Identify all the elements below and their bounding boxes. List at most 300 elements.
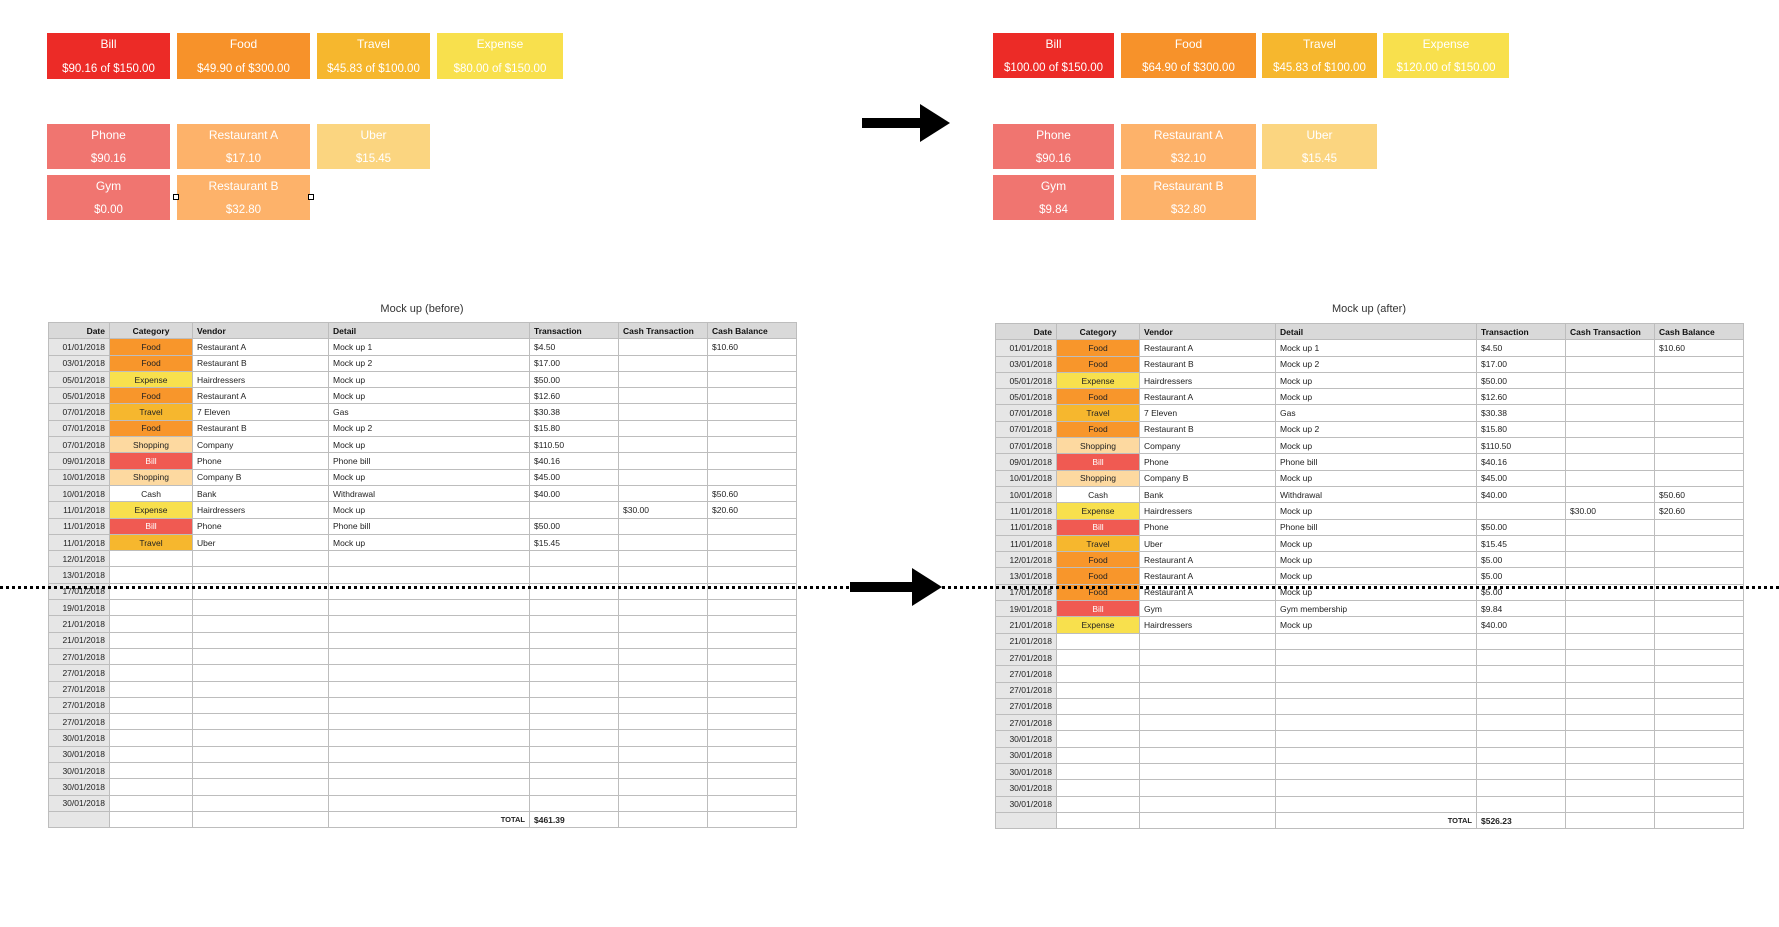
vendor-cell[interactable]: 7 Eleven [1140,405,1276,421]
category-cell[interactable]: Shopping [110,469,193,485]
detail-cell[interactable]: Mock up [1276,503,1477,519]
table-row[interactable] [49,518,797,534]
table-row[interactable] [49,420,797,436]
date-cell[interactable]: 01/01/2018 [996,340,1057,356]
cash-transaction-cell[interactable] [619,420,708,436]
detail-cell[interactable] [329,746,530,762]
category-cell[interactable] [110,697,193,713]
table-row[interactable] [996,470,1744,486]
detail-cell[interactable]: Withdrawal [1276,486,1477,502]
date-cell[interactable]: 27/01/2018 [996,649,1057,665]
date-cell[interactable]: 11/01/2018 [996,503,1057,519]
category-cell[interactable] [1057,796,1140,812]
category-cell[interactable]: Expense [1057,372,1140,388]
category-cell[interactable]: Cash [110,485,193,501]
category-cell[interactable] [110,665,193,681]
detail-cell[interactable] [329,681,530,697]
cash-balance-cell[interactable] [1655,731,1744,747]
table-row[interactable] [49,681,797,697]
detail-cell[interactable] [329,600,530,616]
vendor-cell[interactable]: Restaurant B [193,355,329,371]
cash-transaction-cell[interactable] [619,518,708,534]
date-cell[interactable]: 27/01/2018 [49,697,110,713]
cash-transaction-cell[interactable] [1566,698,1655,714]
after-gym-tile[interactable] [993,175,1114,220]
detail-cell[interactable] [1276,649,1477,665]
cash-balance-cell[interactable] [708,371,797,387]
category-cell[interactable]: Bill [1057,519,1140,535]
transaction-cell[interactable] [1477,715,1566,731]
vendor-cell[interactable] [1140,633,1276,649]
after-travel-tile[interactable] [1262,33,1377,78]
cash-balance-cell[interactable] [1655,356,1744,372]
column-header-category[interactable]: Category [1057,324,1140,340]
date-cell[interactable]: 27/01/2018 [996,682,1057,698]
table-row[interactable] [49,502,797,518]
before-bill-tile[interactable] [47,33,170,79]
transaction-cell[interactable] [530,763,619,779]
transaction-cell[interactable]: $17.00 [530,355,619,371]
cash-transaction-cell[interactable] [619,339,708,355]
category-cell[interactable] [1057,633,1140,649]
detail-cell[interactable] [1276,764,1477,780]
cash-balance-cell[interactable] [708,714,797,730]
category-cell[interactable] [110,746,193,762]
cash-transaction-cell[interactable] [1566,715,1655,731]
cash-balance-cell[interactable] [708,795,797,811]
date-cell[interactable]: 21/01/2018 [49,616,110,632]
category-cell[interactable] [110,551,193,567]
category-cell[interactable]: Shopping [1057,470,1140,486]
detail-cell[interactable] [329,763,530,779]
cash-balance-cell[interactable] [708,681,797,697]
detail-cell[interactable]: Mock up [1276,389,1477,405]
cash-transaction-cell[interactable] [1566,470,1655,486]
transaction-cell[interactable] [1477,796,1566,812]
date-cell[interactable]: 13/01/2018 [49,567,110,583]
transaction-cell[interactable]: $40.16 [1477,454,1566,470]
date-cell[interactable]: 13/01/2018 [996,568,1057,584]
table-row[interactable] [49,714,797,730]
category-cell[interactable] [110,730,193,746]
date-cell[interactable]: 07/01/2018 [996,438,1057,454]
total-row-cell[interactable] [1140,812,1276,828]
cash-transaction-cell[interactable] [619,388,708,404]
cash-balance-cell[interactable] [708,518,797,534]
vendor-cell[interactable] [193,746,329,762]
vendor-cell[interactable]: Hairdressers [1140,617,1276,633]
date-cell[interactable]: 10/01/2018 [996,470,1057,486]
transaction-cell[interactable] [530,746,619,762]
table-row[interactable] [996,519,1744,535]
cash-transaction-cell[interactable] [1566,552,1655,568]
detail-cell[interactable] [329,665,530,681]
date-cell[interactable]: 30/01/2018 [996,747,1057,763]
date-cell[interactable]: 07/01/2018 [996,421,1057,437]
transaction-cell[interactable]: $12.60 [1477,389,1566,405]
detail-cell[interactable]: Phone bill [1276,454,1477,470]
table-row[interactable] [996,601,1744,617]
date-cell[interactable]: 30/01/2018 [996,731,1057,747]
cash-transaction-cell[interactable] [619,355,708,371]
transaction-cell[interactable]: $40.00 [1477,617,1566,633]
detail-cell[interactable] [329,567,530,583]
table-row[interactable] [996,649,1744,665]
category-cell[interactable]: Travel [1057,405,1140,421]
detail-cell[interactable] [329,714,530,730]
vendor-cell[interactable]: Restaurant A [1140,552,1276,568]
before-travel-tile[interactable] [317,33,430,79]
vendor-cell[interactable] [1140,682,1276,698]
vendor-cell[interactable]: 7 Eleven [193,404,329,420]
transaction-cell[interactable] [1477,764,1566,780]
date-cell[interactable]: 07/01/2018 [49,404,110,420]
transaction-cell[interactable] [530,714,619,730]
date-cell[interactable]: 07/01/2018 [49,437,110,453]
total-row-date-cell[interactable] [996,812,1057,828]
date-cell[interactable]: 10/01/2018 [996,486,1057,502]
detail-cell[interactable]: Gym membership [1276,601,1477,617]
transaction-cell[interactable]: $15.45 [1477,535,1566,551]
after-restaurant-a-tile[interactable] [1121,124,1256,169]
cash-balance-cell[interactable] [708,469,797,485]
vendor-cell[interactable] [193,567,329,583]
category-cell[interactable] [110,714,193,730]
cash-balance-cell[interactable] [1655,617,1744,633]
table-row[interactable] [49,795,797,811]
vendor-cell[interactable]: Restaurant A [1140,568,1276,584]
date-cell[interactable]: 05/01/2018 [996,389,1057,405]
transaction-cell[interactable] [530,697,619,713]
category-cell[interactable]: Food [110,388,193,404]
after-expense-tile[interactable] [1383,33,1509,78]
cash-transaction-cell[interactable] [1566,405,1655,421]
cash-balance-cell[interactable] [708,567,797,583]
vendor-cell[interactable] [193,681,329,697]
date-cell[interactable]: 03/01/2018 [49,355,110,371]
detail-cell[interactable]: Mock up [1276,470,1477,486]
cash-balance-cell[interactable] [708,746,797,762]
cash-transaction-cell[interactable] [619,697,708,713]
category-cell[interactable] [1057,731,1140,747]
category-cell[interactable]: Food [1057,421,1140,437]
transaction-cell[interactable]: $50.00 [1477,519,1566,535]
column-header-transaction[interactable]: Transaction [1477,324,1566,340]
date-cell[interactable]: 21/01/2018 [49,632,110,648]
vendor-cell[interactable]: Restaurant A [1140,340,1276,356]
before-gym-tile[interactable] [47,175,170,220]
cash-balance-cell[interactable]: $50.60 [1655,486,1744,502]
category-cell[interactable]: Food [1057,552,1140,568]
date-cell[interactable]: 07/01/2018 [49,420,110,436]
vendor-cell[interactable]: Phone [193,518,329,534]
category-cell[interactable] [110,616,193,632]
table-row[interactable] [996,780,1744,796]
detail-cell[interactable] [329,648,530,664]
vendor-cell[interactable] [1140,715,1276,731]
cash-transaction-cell[interactable] [1566,486,1655,502]
category-cell[interactable]: Bill [110,518,193,534]
table-row[interactable] [996,633,1744,649]
cash-transaction-cell[interactable] [619,632,708,648]
column-header-transaction[interactable]: Transaction [530,323,619,339]
cash-balance-cell[interactable] [708,600,797,616]
detail-cell[interactable]: Mock up 1 [329,339,530,355]
transaction-cell[interactable] [530,795,619,811]
cash-transaction-cell[interactable] [1566,764,1655,780]
cash-transaction-cell[interactable] [619,763,708,779]
date-cell[interactable]: 27/01/2018 [996,666,1057,682]
category-cell[interactable]: Food [1057,356,1140,372]
cash-transaction-cell[interactable] [1566,372,1655,388]
cash-transaction-cell[interactable] [1566,747,1655,763]
date-cell[interactable]: 11/01/2018 [996,535,1057,551]
category-cell[interactable]: Food [1057,584,1140,600]
cash-transaction-cell[interactable] [619,665,708,681]
transaction-cell[interactable]: $40.16 [530,453,619,469]
date-cell[interactable]: 27/01/2018 [996,715,1057,731]
category-cell[interactable] [1057,682,1140,698]
detail-cell[interactable]: Mock up [329,388,530,404]
category-cell[interactable] [1057,666,1140,682]
vendor-cell[interactable] [1140,649,1276,665]
cash-balance-cell[interactable] [1655,405,1744,421]
cash-balance-cell[interactable] [1655,454,1744,470]
vendor-cell[interactable]: Bank [1140,486,1276,502]
transaction-cell[interactable] [530,600,619,616]
column-header-cash-balance[interactable]: Cash Balance [1655,324,1744,340]
table-row[interactable] [996,568,1744,584]
transaction-cell[interactable]: $110.50 [530,437,619,453]
cash-transaction-cell[interactable] [619,404,708,420]
detail-cell[interactable]: Mock up [329,502,530,518]
category-cell[interactable] [1057,780,1140,796]
cash-balance-cell[interactable] [1655,633,1744,649]
detail-cell[interactable]: Mock up [1276,584,1477,600]
date-cell[interactable]: 30/01/2018 [996,764,1057,780]
column-header-vendor[interactable]: Vendor [1140,324,1276,340]
vendor-cell[interactable]: Bank [193,485,329,501]
cash-balance-cell[interactable] [708,355,797,371]
table-row[interactable] [49,534,797,550]
after-phone-tile[interactable] [993,124,1114,169]
transaction-cell[interactable] [1477,747,1566,763]
table-row[interactable] [49,551,797,567]
transaction-cell[interactable]: $30.38 [1477,405,1566,421]
table-row[interactable] [49,355,797,371]
category-cell[interactable] [110,681,193,697]
table-row[interactable] [996,405,1744,421]
cash-balance-cell[interactable] [1655,601,1744,617]
table-row[interactable] [996,438,1744,454]
total-row-cell[interactable] [708,811,797,827]
date-cell[interactable]: 30/01/2018 [49,730,110,746]
detail-cell[interactable]: Mock up [1276,617,1477,633]
cash-balance-cell[interactable] [1655,682,1744,698]
cash-transaction-cell[interactable] [619,485,708,501]
table-row[interactable] [996,682,1744,698]
table-row[interactable] [996,454,1744,470]
transaction-cell[interactable] [1477,503,1566,519]
cash-transaction-cell[interactable] [1566,682,1655,698]
table-row[interactable] [996,731,1744,747]
category-cell[interactable]: Expense [1057,617,1140,633]
detail-cell[interactable]: Mock up 2 [1276,421,1477,437]
cash-balance-cell[interactable] [708,616,797,632]
category-cell[interactable] [110,779,193,795]
after-bill-tile[interactable] [993,33,1114,78]
detail-cell[interactable]: Gas [1276,405,1477,421]
cash-transaction-cell[interactable] [619,681,708,697]
date-cell[interactable]: 27/01/2018 [49,714,110,730]
detail-cell[interactable] [1276,747,1477,763]
category-cell[interactable]: Food [1057,389,1140,405]
cash-balance-cell[interactable] [708,697,797,713]
transaction-cell[interactable]: $15.45 [530,534,619,550]
total-row-cell[interactable] [619,811,708,827]
transaction-cell[interactable] [1477,731,1566,747]
cash-balance-cell[interactable]: $10.60 [708,339,797,355]
before-uber-tile[interactable] [317,124,430,169]
cash-balance-cell[interactable] [708,763,797,779]
detail-cell[interactable]: Mock up [1276,438,1477,454]
vendor-cell[interactable] [1140,698,1276,714]
cash-transaction-cell[interactable] [1566,340,1655,356]
date-cell[interactable]: 12/01/2018 [996,552,1057,568]
category-cell[interactable]: Bill [1057,601,1140,617]
cash-transaction-cell[interactable] [1566,780,1655,796]
date-cell[interactable]: 10/01/2018 [49,485,110,501]
vendor-cell[interactable]: Company B [193,469,329,485]
transaction-cell[interactable] [1477,666,1566,682]
column-header-cash-balance[interactable]: Cash Balance [708,323,797,339]
cash-transaction-cell[interactable] [619,534,708,550]
cash-balance-cell[interactable] [1655,666,1744,682]
table-row[interactable] [49,339,797,355]
table-row[interactable] [996,340,1744,356]
after-restaurant-b-tile[interactable] [1121,175,1256,220]
transaction-cell[interactable]: $15.80 [1477,421,1566,437]
table-row[interactable] [996,617,1744,633]
cash-balance-cell[interactable] [708,779,797,795]
date-cell[interactable]: 27/01/2018 [49,665,110,681]
date-cell[interactable]: 07/01/2018 [996,405,1057,421]
vendor-cell[interactable]: Hairdressers [1140,372,1276,388]
category-cell[interactable]: Bill [110,453,193,469]
after-uber-tile[interactable] [1262,124,1377,169]
detail-cell[interactable]: Mock up [329,534,530,550]
category-cell[interactable] [110,567,193,583]
detail-cell[interactable] [1276,633,1477,649]
cash-transaction-cell[interactable] [619,567,708,583]
vendor-cell[interactable]: Uber [1140,535,1276,551]
detail-cell[interactable]: Mock up 1 [1276,340,1477,356]
vendor-cell[interactable]: Phone [1140,519,1276,535]
transaction-cell[interactable] [530,681,619,697]
vendor-cell[interactable]: Restaurant A [1140,584,1276,600]
vendor-cell[interactable] [193,632,329,648]
column-header-cash-transaction[interactable]: Cash Transaction [1566,324,1655,340]
transaction-cell[interactable]: $17.00 [1477,356,1566,372]
vendor-cell[interactable] [193,763,329,779]
transaction-cell[interactable] [1477,649,1566,665]
transaction-cell[interactable]: $40.00 [1477,486,1566,502]
cash-balance-cell[interactable] [1655,535,1744,551]
transaction-cell[interactable] [530,567,619,583]
detail-cell[interactable] [1276,715,1477,731]
resize-handle-left[interactable] [173,194,179,200]
category-cell[interactable] [1057,764,1140,780]
vendor-cell[interactable]: Company B [1140,470,1276,486]
cash-transaction-cell[interactable] [619,779,708,795]
cash-transaction-cell[interactable] [1566,601,1655,617]
date-cell[interactable]: 17/01/2018 [996,584,1057,600]
vendor-cell[interactable]: Restaurant A [1140,389,1276,405]
date-cell[interactable]: 12/01/2018 [49,551,110,567]
detail-cell[interactable]: Mock up [329,469,530,485]
vendor-cell[interactable]: Phone [1140,454,1276,470]
cash-transaction-cell[interactable]: $30.00 [619,502,708,518]
category-cell[interactable] [1057,698,1140,714]
table-row[interactable] [996,486,1744,502]
category-cell[interactable]: Food [110,339,193,355]
transaction-cell[interactable] [530,779,619,795]
transaction-cell[interactable]: $4.50 [530,339,619,355]
category-cell[interactable]: Expense [1057,503,1140,519]
date-cell[interactable]: 09/01/2018 [996,454,1057,470]
cash-transaction-cell[interactable] [619,600,708,616]
cash-balance-cell[interactable] [1655,796,1744,812]
table-row[interactable] [49,453,797,469]
cash-balance-cell[interactable] [708,551,797,567]
detail-cell[interactable] [329,632,530,648]
vendor-cell[interactable]: Restaurant B [1140,356,1276,372]
date-cell[interactable]: 11/01/2018 [49,534,110,550]
cash-balance-cell[interactable] [1655,747,1744,763]
transaction-cell[interactable] [1477,780,1566,796]
detail-cell[interactable]: Withdrawal [329,485,530,501]
date-cell[interactable]: 11/01/2018 [996,519,1057,535]
date-cell[interactable]: 19/01/2018 [996,601,1057,617]
before-expense-tile[interactable] [437,33,563,79]
vendor-cell[interactable]: Company [193,437,329,453]
total-value[interactable]: $526.23 [1477,812,1566,828]
detail-cell[interactable] [1276,780,1477,796]
transaction-cell[interactable]: $5.00 [1477,584,1566,600]
cash-balance-cell[interactable]: $20.60 [1655,503,1744,519]
transaction-cell[interactable]: $30.38 [530,404,619,420]
cash-transaction-cell[interactable] [1566,389,1655,405]
category-cell[interactable] [1057,715,1140,731]
vendor-cell[interactable] [193,648,329,664]
table-row[interactable] [996,666,1744,682]
cash-balance-cell[interactable]: $50.60 [708,485,797,501]
table-row[interactable] [996,535,1744,551]
cash-transaction-cell[interactable] [619,616,708,632]
category-cell[interactable]: Travel [110,404,193,420]
before-restaurant-b-tile[interactable] [177,175,310,220]
cash-transaction-cell[interactable] [619,551,708,567]
cash-transaction-cell[interactable] [619,453,708,469]
vendor-cell[interactable] [1140,666,1276,682]
category-cell[interactable]: Shopping [110,437,193,453]
detail-cell[interactable]: Gas [329,404,530,420]
table-row[interactable] [49,697,797,713]
vendor-cell[interactable] [193,714,329,730]
category-cell[interactable] [110,763,193,779]
vendor-cell[interactable]: Company [1140,438,1276,454]
date-cell[interactable]: 03/01/2018 [996,356,1057,372]
